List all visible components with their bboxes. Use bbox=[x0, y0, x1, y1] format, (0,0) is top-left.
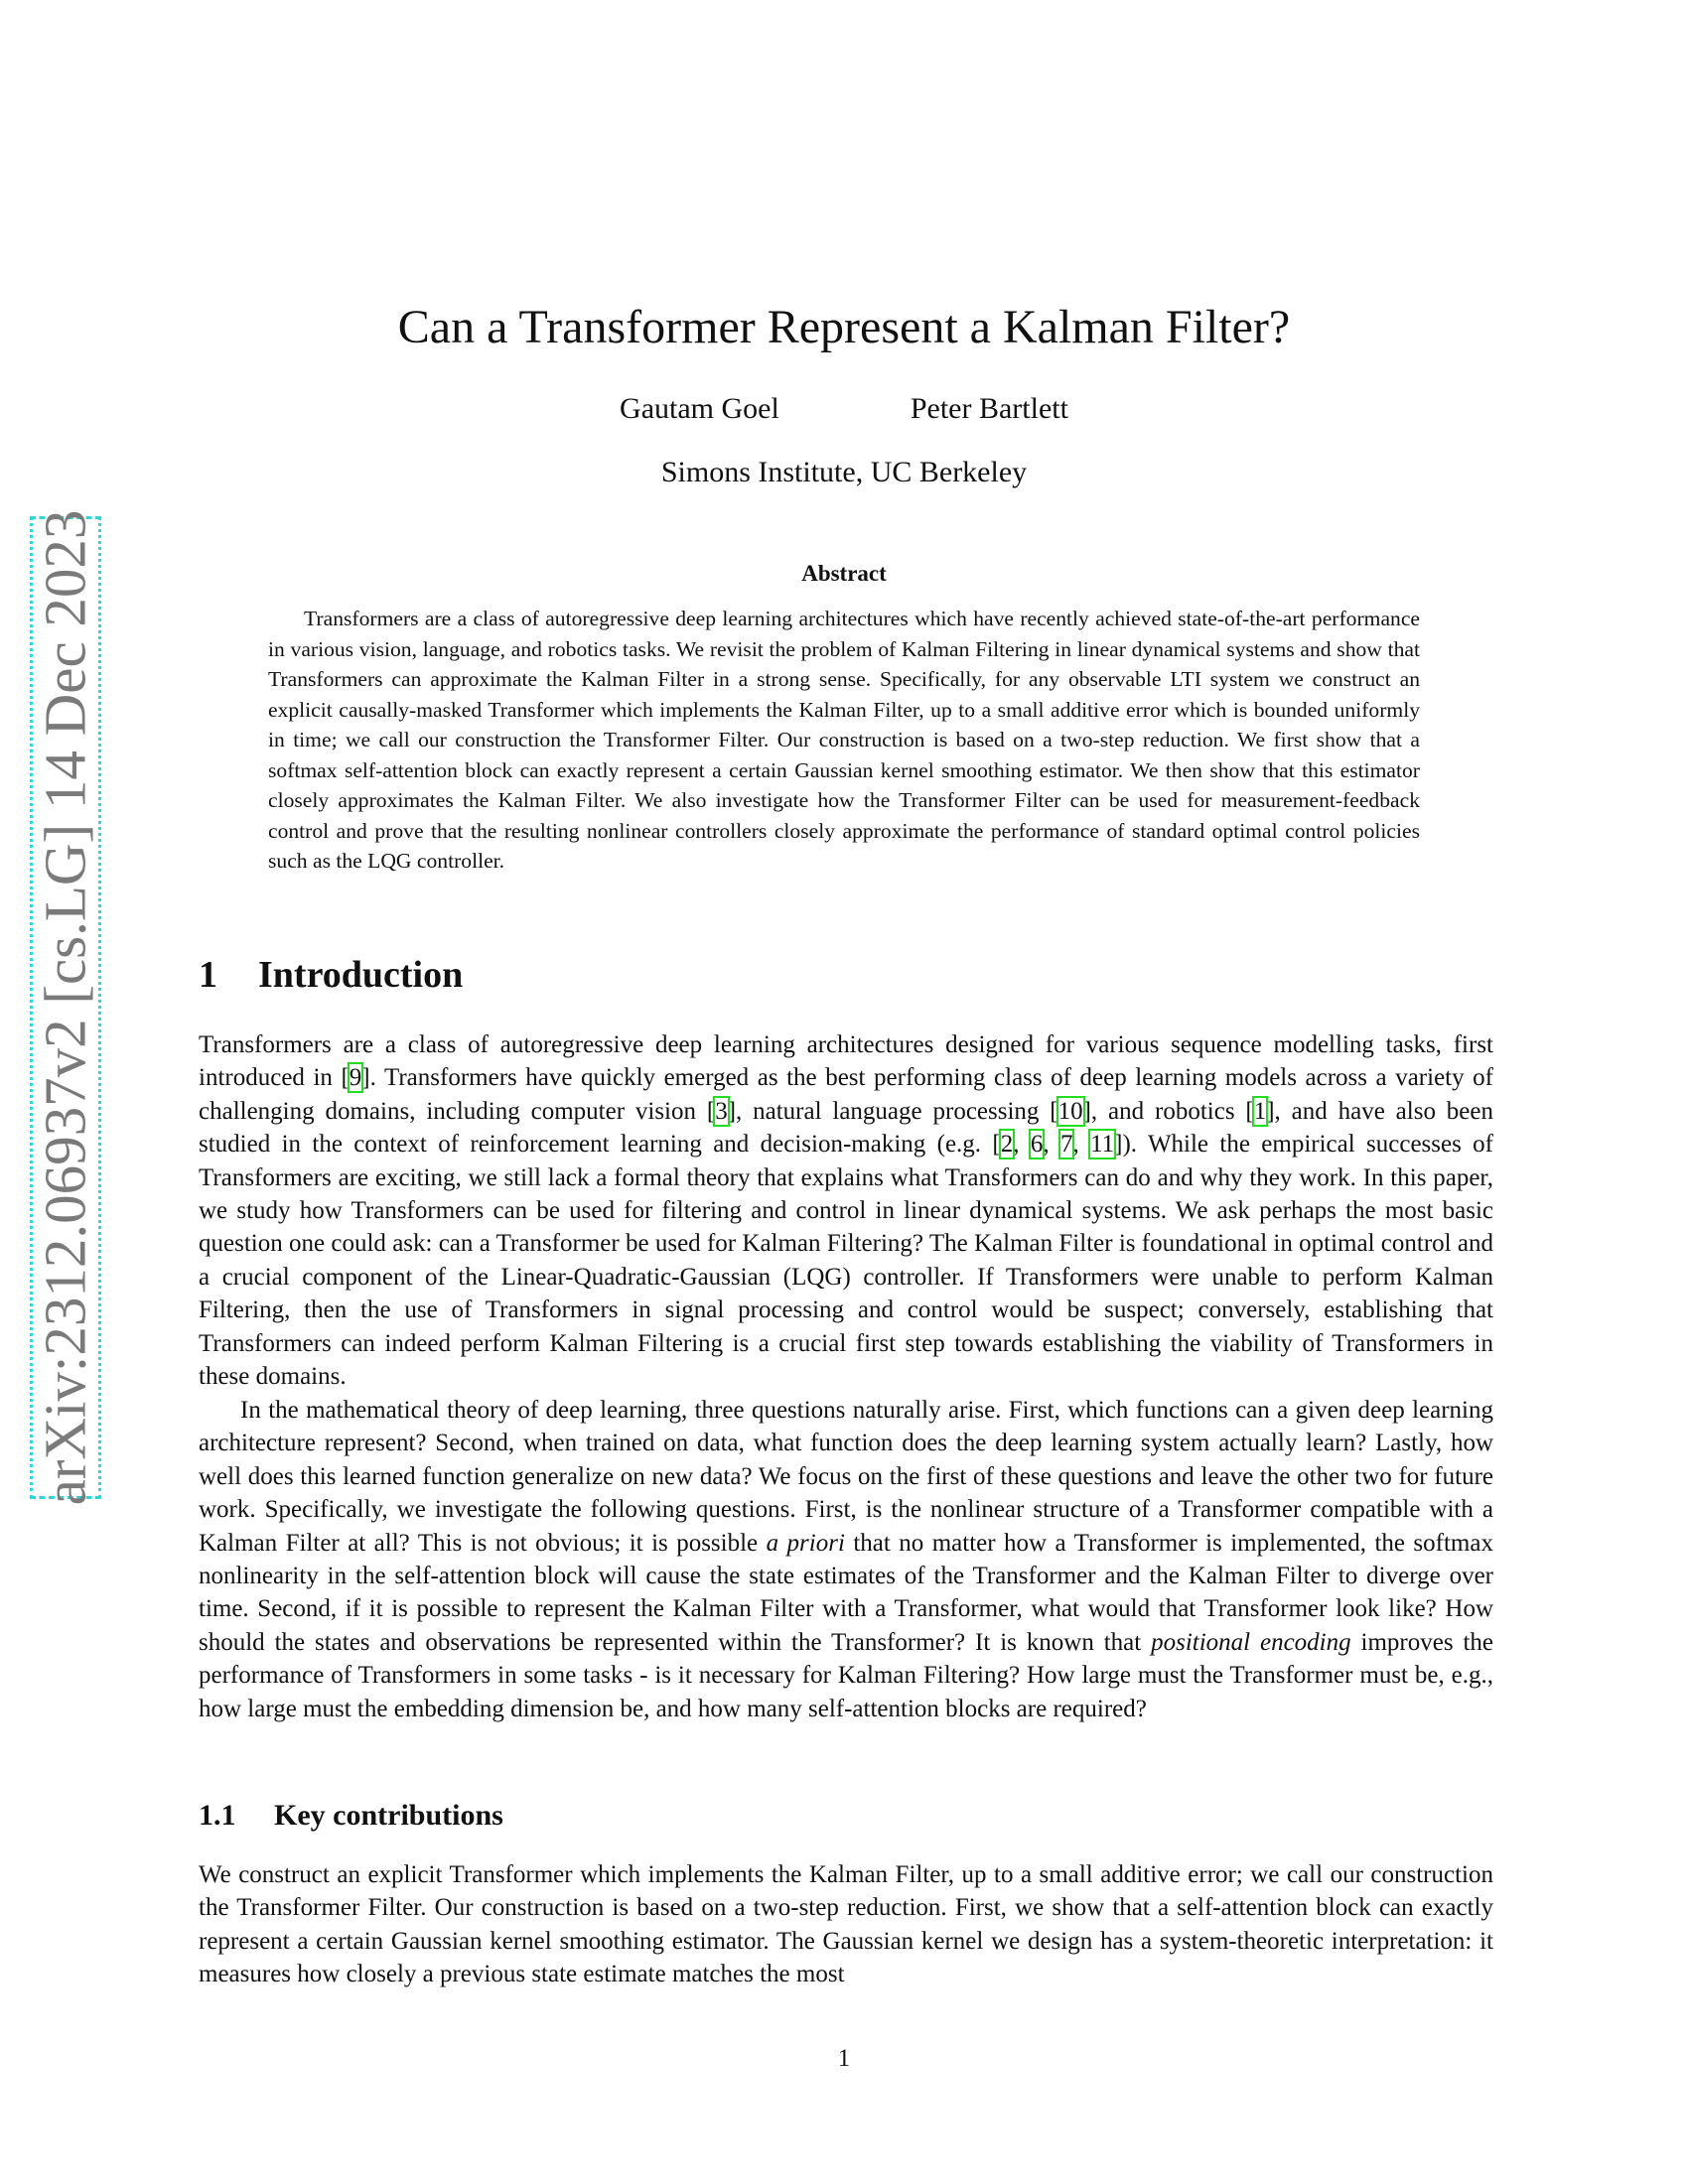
text-run: ], and robotics [ bbox=[1082, 1097, 1254, 1125]
abstract-heading: Abstract bbox=[801, 561, 887, 586]
citation-link-7[interactable]: 7 bbox=[1059, 1131, 1073, 1159]
text-run: ]. Transformers have quickly emerged as the best performing class of deep learning models across a variety of challenging domains, including computer vision [ bbox=[199, 1064, 1493, 1125]
text-run: ], and have also been studied in the context of reinforcement learning and decision-making (e.g. [ bbox=[199, 1097, 1494, 1159]
citation-link-2[interactable]: 2 bbox=[1000, 1131, 1014, 1159]
intro-paragraph-1 bbox=[199, 1028, 1493, 1393]
paper-title: Can a Transformer Represent a Kalman Filter? bbox=[397, 301, 1291, 353]
subsection-title: Key contributions bbox=[274, 1799, 503, 1832]
subsection-number: 1.1 bbox=[199, 1799, 236, 1832]
citation-link-3[interactable]: 3 bbox=[715, 1097, 728, 1125]
text-run: ]). While the empirical successes of Transformers are exciting, we still lack a formal theory that explains what Transformers can do and why they work. In this paper, we study how Transformers can be used for filtering and control in linear dynamical systems. We ask perhaps the most basic question one could ask: can a Transformer be used for Kalman Filtering? The Kalman Filter is foundational in optimal control and a crucial component of the Linear-Quadratic-Gaussian (LQG) controller. If Transformers were unable to perform Kalman Filtering, then the use of Transformers in signal processing and control would be suspect; conversely, establishing that Transformers can indeed perform Kalman Filtering is a crucial first step towards establishing the viability of Transformers in these domains. bbox=[199, 1131, 1494, 1391]
author-name: Gautam Goel bbox=[620, 392, 779, 425]
citation-link-11[interactable]: 11 bbox=[1090, 1131, 1115, 1159]
emphasis-text: positional encoding bbox=[1151, 1628, 1351, 1656]
arxiv-identifier: arXiv:2312.06937v2 [cs.LG] 14 Dec 2023 bbox=[32, 509, 98, 1506]
citation-link-1[interactable]: 1 bbox=[1253, 1097, 1267, 1125]
intro-paragraph-2 bbox=[199, 1394, 1493, 1725]
text-run: that no matter how a Transformer is implemented, the softmax nonlinearity in the self-attention block will cause the state estimates of the Transformer and the Kalman Filter to diverge over time. Second, if it is possible to represent the Kalman Filter with a Transformer, what would that Transformer look like? How should the states and observations be represented within the Transformer? It is known that bbox=[199, 1529, 1493, 1656]
section-number: 1 bbox=[199, 954, 217, 996]
page-number: 1 bbox=[837, 2045, 851, 2072]
text-run: , bbox=[1072, 1131, 1091, 1159]
subsection-heading-key-contributions bbox=[199, 1799, 503, 1833]
text-run: improves the performance of Transformers in some tasks - is it necessary for Kalman Filtering? How large must the Transformer must be, e.g., how large must the embedding dimension be, and how many self-attention blocks are required? bbox=[199, 1628, 1494, 1722]
text-run: , bbox=[1013, 1131, 1031, 1159]
citation-link-6[interactable]: 6 bbox=[1030, 1131, 1044, 1159]
arxiv-stamp bbox=[30, 509, 101, 1506]
affiliation: Simons Institute, UC Berkeley bbox=[660, 456, 1028, 488]
text-run: Transformers are a class of autoregressive deep learning architectures designed for various sequence modelling tasks, first introduced in [ bbox=[199, 1031, 1493, 1092]
text-run: In the mathematical theory of deep learning, three questions naturally arise. First, which functions can a given deep learning architecture represent? Second, when trained on data, what function does the deep learning system actually learn? Lastly, how well does this learned function generalize on new data? We focus on the first of these questions and leave the other two for future work. Specifically, we investigate the following questions. First, is the nonlinear structure of a Transformer compatible with a Kalman Filter at all? This is not obvious; it is possible bbox=[199, 1397, 1493, 1557]
section-heading-introduction bbox=[199, 953, 463, 997]
author-list bbox=[0, 390, 1688, 428]
text-run: ], natural language processing [ bbox=[727, 1097, 1058, 1125]
text-run: , bbox=[1043, 1131, 1060, 1159]
emphasis-text: a priori bbox=[766, 1529, 845, 1557]
author-name: Peter Bartlett bbox=[910, 392, 1068, 425]
citation-link-10[interactable]: 10 bbox=[1057, 1097, 1083, 1125]
key-contributions-paragraph: We construct an explicit Transformer which implements the Kalman Filter, up to a small additive error; we call our construction the Transformer Filter. Our construction is based on a two-step reduction. First, we show that a self-attention block can exactly represent a certain Gaussian kernel smoothing estimator. The Gaussian kernel we design has a system-theoretic interpretation: it measures how closely a previous state estimate matches the most bbox=[199, 1861, 1493, 1988]
section-title: Introduction bbox=[258, 954, 464, 996]
citation-link-9[interactable]: 9 bbox=[349, 1064, 362, 1092]
abstract-text: Transformers are a class of autoregressive deep learning architectures which have recently achieved state-of-the-art performance in various vision, language, and robotics tasks. We revisit the problem of Kalman Filtering in linear dynamical systems and show that Transformers can approximate the Kalman Filter in a strong sense. Specifically, for any observable LTI system we construct an explicit causally-masked Transformer which implements the Kalman Filter, up to a small additive error which is bounded uniformly in time; we call our construction the Transformer Filter. Our construction is based on a two-step reduction. We first show that a softmax self-attention block can exactly represent a certain Gaussian kernel smoothing estimator. We then show that this estimator closely approximates the Kalman Filter. We also investigate how the Transformer Filter can be used for measurement-feedback control and prove that the resulting nonlinear controllers closely approximate the performance of standard optimal control policies such as the LQG controller. bbox=[268, 607, 1420, 873]
